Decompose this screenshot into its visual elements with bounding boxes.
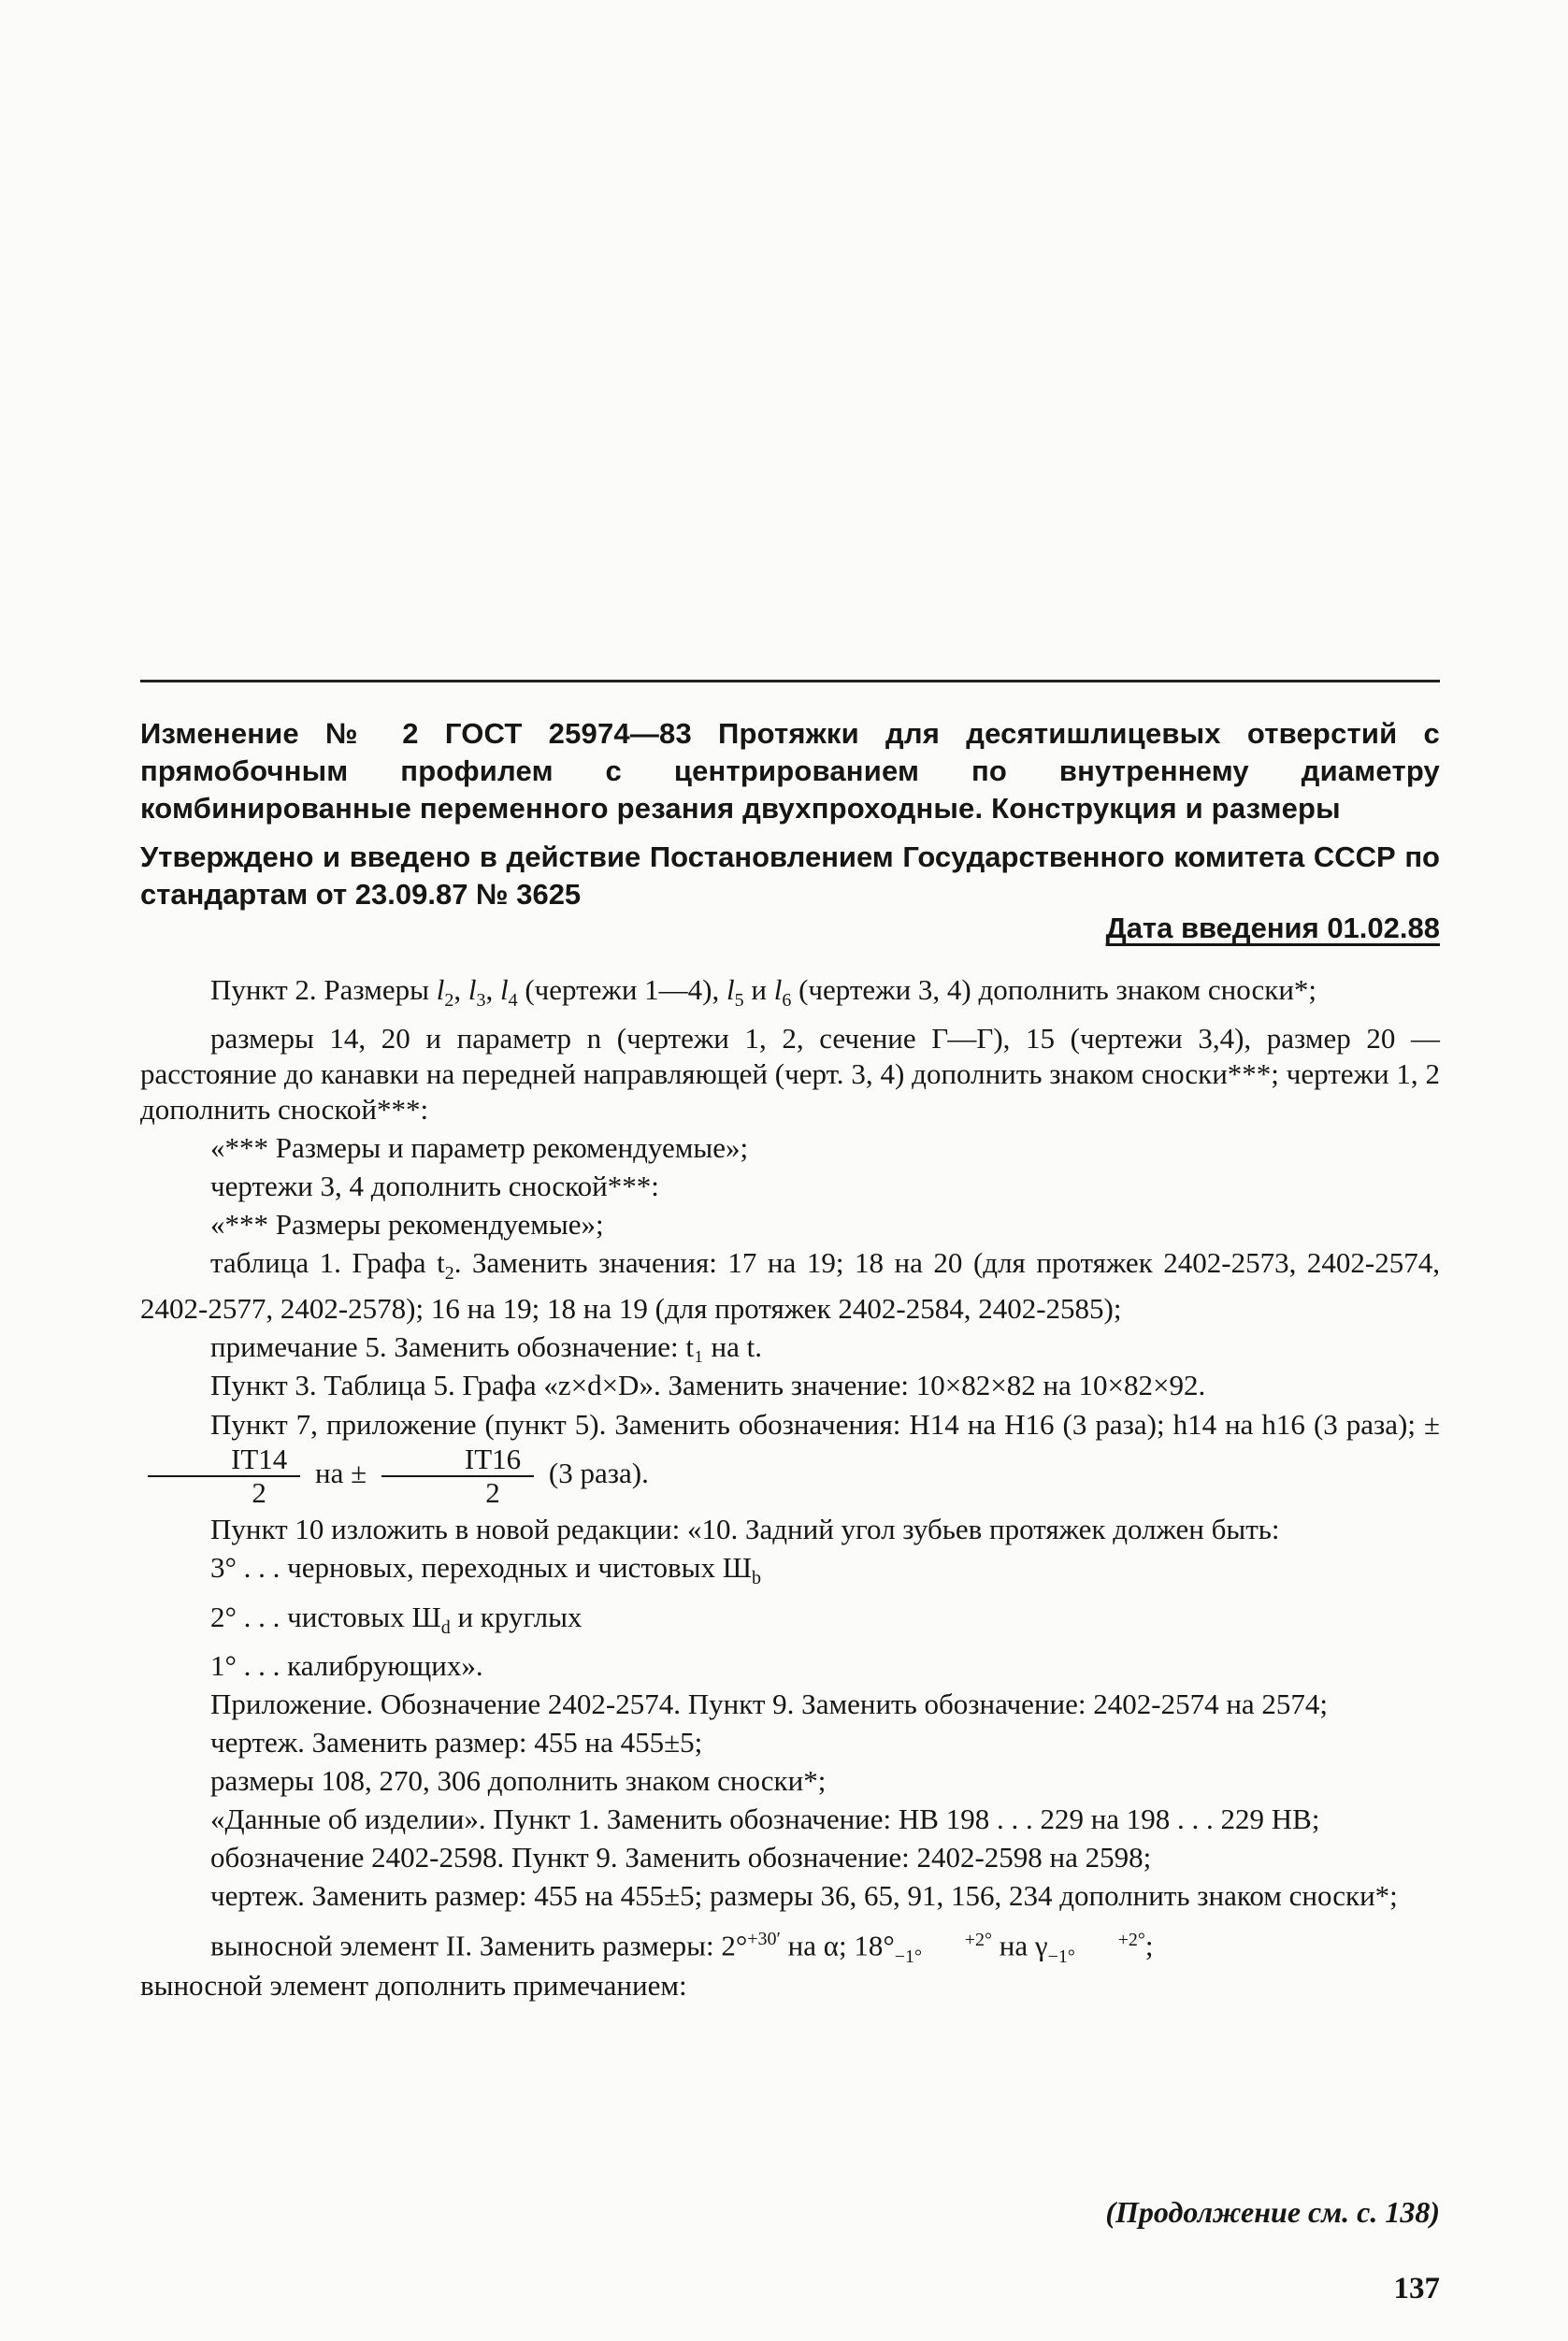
paragraph-9: Пункт 7, приложение (пункт 5). Заменить обозначения: H14 на H16 (3 раза); h14 на h16 (3 раза); ± $\frac{IT14}{2}$ на ± $\frac{IT16}{2}$ (3 раза). [140, 1406, 1440, 1509]
paragraph-11: 3° . . . черновых, переходных и чистовых $Ш_b$ [210, 1551, 762, 1589]
paragraph-6: таблица 1. Графа $t_2$. Заменить значения: 17 на 19; 18 на 20 (для протяжек 2402-2573, 2402-2574, 2402-2577, 2402-2578); 16 на 19; 18 на 19 (для протяжек 2402-2584, 2402-2585); [140, 1246, 1441, 1326]
paragraph-15: чертеж. Заменить размер: 455 на 455±5; [210, 1725, 703, 1759]
paragraph-17: «Данные об изделии». Пункт 1. Заменить обозначение: НВ 198 . . . 229 на 198 . . . 229 НВ; [210, 1802, 1320, 1835]
document-title: Изменение № 2 ГОСТ 25974—83 Протяжки для десятишлицевых отверстий с прямобочным профилем с центрированием по внутреннему диаметру комбинированные переменного резания двухпроходные. Конструкция и размеры [140, 717, 1440, 825]
paragraph-18: обозначение 2402-2598. Пункт 9. Заменить обозначение: 2402-2598 на 2598; [210, 1840, 1152, 1874]
paragraph-14: Приложение. Обозначение 2402-2574. Пункт 9. Заменить обозначение: 2402-2574 на 2574; [210, 1687, 1329, 1720]
paragraph-21: выносной элемент дополнить примечанием: [140, 1968, 687, 2002]
paragraph-1: Пункт 2. Размеры $l_2$, $l_3$, $l_4$ (чертежи 1—4), $l_5$ и $l_6$ (чертежи 3, 4) дополнить знаком сноски*; [210, 973, 1317, 1012]
effective-date-text: Дата введения 01.02.88 [1105, 912, 1440, 944]
paragraph-16: размеры 108, 270, 306 дополнить знаком сноски*; [210, 1763, 827, 1797]
paragraph-10: Пункт 10 изложить в новой редакции: «10. Задний угол зубьев протяжек должен быть: [210, 1513, 1280, 1546]
approval-note: Утверждено и введено в действие Постановлением Государственного комитета СССР по стандартам от 23.09.87 № 3625 [140, 840, 1440, 911]
paragraph-7: примечание 5. Заменить обозначение: t₁ на t. [210, 1330, 763, 1364]
paragraph-8: Пункт 3. Таблица 5. Графа «z×d×D». Заменить значение: 10×82×82 на 10×82×92. [210, 1369, 1206, 1402]
top-rule [140, 680, 1440, 682]
fraction-it16: $\frac{IT16}{2}$ [381, 1443, 534, 1509]
paragraph-2: размеры 14, 20 и параметр n (чертежи 1, 2, сечение Г—Г), 15 (чертежи 3,4), размер 20 — расстояние до канавки на передней направляющей (черт. 3, 4) дополнить знаком сноски***; чертежи 1, 2 дополнить сноской***: [140, 1022, 1440, 1127]
effective-date [1106, 912, 1440, 945]
paragraph-3: «*** Размеры и параметр рекомендуемые»; [210, 1131, 749, 1165]
paragraph-20: выносной элемент II. Заменить размеры: 2°$^{+30'}$ на α; 18° +2° −1° на γ +2° −1° ; [210, 1928, 1154, 1967]
fraction-it14: $\frac{IT14}{2}$ [148, 1443, 300, 1509]
paragraph-5: «*** Размеры рекомендуемые»; [210, 1208, 604, 1242]
continuation-note: (Продолжение см. с. 138) [1105, 2195, 1440, 2229]
paragraph-4: чертежи 3, 4 дополнить сноской***: [210, 1170, 659, 1203]
paragraph-13: 1° . . . калибрующих». [210, 1648, 483, 1682]
paragraph-19: чертеж. Заменить размер: 455 на 455±5; размеры 36, 65, 91, 156, 234 дополнить знаком сноски*; [210, 1878, 1398, 1912]
paragraph-12: 2° . . . чистовых $Ш_d$ и круглых [210, 1600, 583, 1638]
document-body [140, 972, 1440, 2006]
page-number: 137 [1393, 2272, 1440, 2305]
